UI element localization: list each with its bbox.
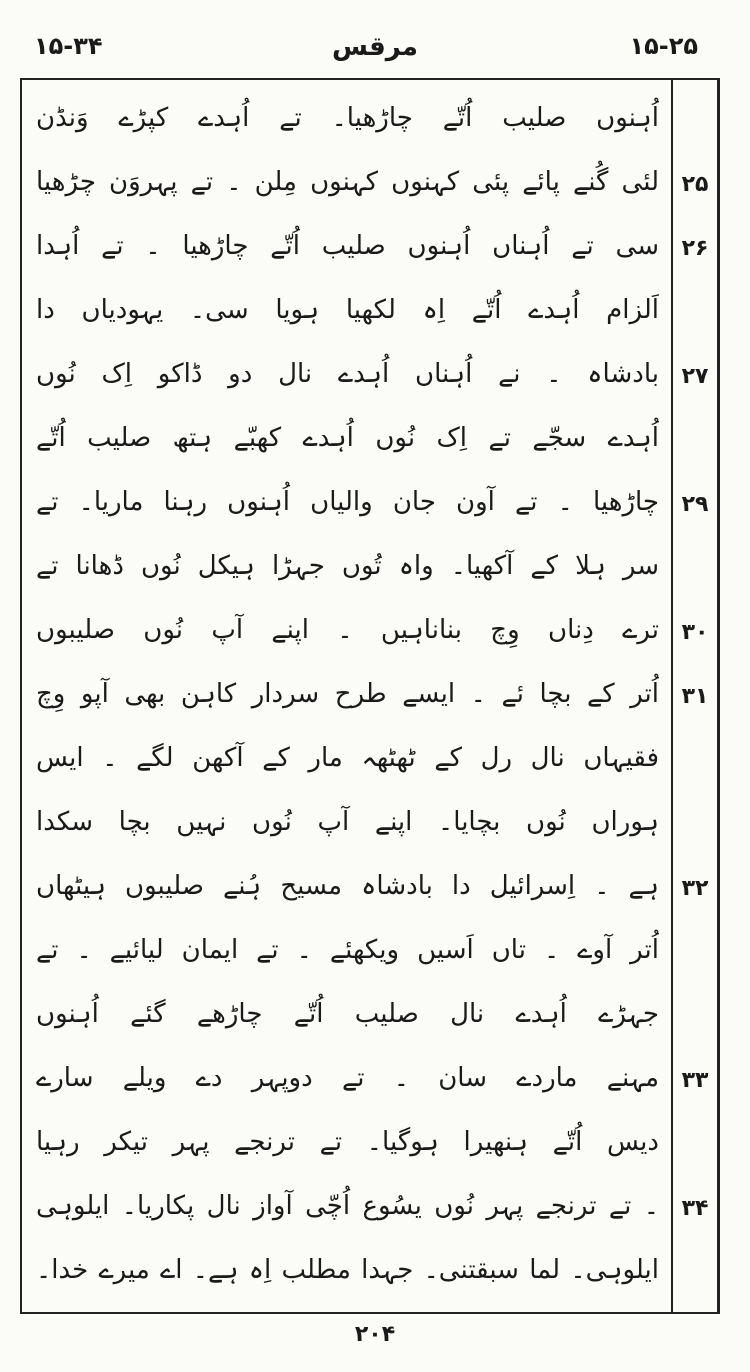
text-line: ۔ تے ترنجے پہر نُوں یسُوع اُچّی آواز نال پکاریا۔ ایلوہی [36,1191,659,1221]
verse-number: ۲۹ [681,492,709,517]
verse-number: ۲۶ [681,236,709,261]
text-column [22,80,673,1312]
text-line: دیس اُتّے ہنھیرا ہوگیا۔ تے ترنجے پہر تیکر رہیا [36,1127,659,1157]
verse-number: ۳۳ [681,1068,709,1093]
text-line: ایلوہی۔ لما سبقتنی۔ جہدا مطلب اِہ ہے۔ اے میرے خدا۔ [36,1255,659,1285]
text-frame [20,78,720,1314]
text-line: ہوراں نُوں بچایا۔ اپنے آپ نُوں نہیں بچا سکدا [36,807,659,837]
text-line: اُتر کے بچا ئے ۔ ایسے طرح سردار کاہن بھی آپو وِچ [36,679,659,709]
text-line: جہڑے اُہدے نال صلیب اُتّے چاڑھے گئے اُہنوں [36,999,659,1029]
verse-number: ۳۰ [681,620,709,645]
page-number: ۲۰۴ [354,1322,396,1347]
text-line: فقیہاں نال رل کے ٹھٹھہ مار کے آکھن لگے ۔ ایس [36,743,659,773]
verse-number: ۳۴ [681,1196,709,1221]
text-line: اُہنوں صلیب اُتّے چاڑھیا۔ تے اُہدے کپڑے وَنڈن [36,103,659,133]
text-line: چاڑھیا ۔ تے آون جان والیاں اُہنوں رہنا ماریا۔ تے [36,487,659,517]
header-chapter-range-left: ۱۵-۳۴ [34,32,103,60]
verse-number: ۲۷ [681,364,709,389]
text-line: لئی گُنے پائے پئی کہنوں کہنوں مِلن ۔ تے پہروَن چڑھیا [36,167,659,197]
text-line: مہنے ماردے سان ۔ تے دوپہر دے ویلے سارے [36,1063,659,1093]
text-line: ہے ۔ اِسرائیل دا بادشاہ مسیح ہُنے صلیبوں ہیٹھاں [36,871,659,901]
verse-number-column [673,80,717,1312]
text-line: سر ہلا کے آکھیا۔ واہ تُوں جہڑا ہیکل نُوں ڈھانا تے [36,551,659,581]
text-line: اَلزام اُہدے اُتّے اِہ لکھیا ہویا سی۔ یہودیاں دا [36,295,659,325]
text-line: اُہدے سجّے تے اِک نُوں اُہدے کھبّے ہتھ صلیب اُتّے [36,423,659,453]
verse-number: ۳۲ [681,876,709,901]
text-line: سی تے اُہناں اُہنوں صلیب اُتّے چاڑھیا ۔ تے اُہدا [36,231,659,261]
verse-number: ۲۵ [681,172,709,197]
header-book-title: مرقس [331,32,419,62]
header-chapter-range-right: ۱۵-۲۵ [629,32,698,60]
text-line: اُتر آوے ۔ تاں اَسیں ویکھئے ۔ تے ایمان لیائیے ۔ تے [36,935,659,965]
running-header [30,24,720,74]
text-line: ترے دِناں وِچ بناناہیں ۔ اپنے آپ نُوں صلیبوں [36,615,659,645]
text-line: بادشاہ ۔ نے اُہناں اُہدے نال دو ڈاکو اِک نُوں [36,359,659,389]
verse-number: ۳۱ [681,684,709,709]
